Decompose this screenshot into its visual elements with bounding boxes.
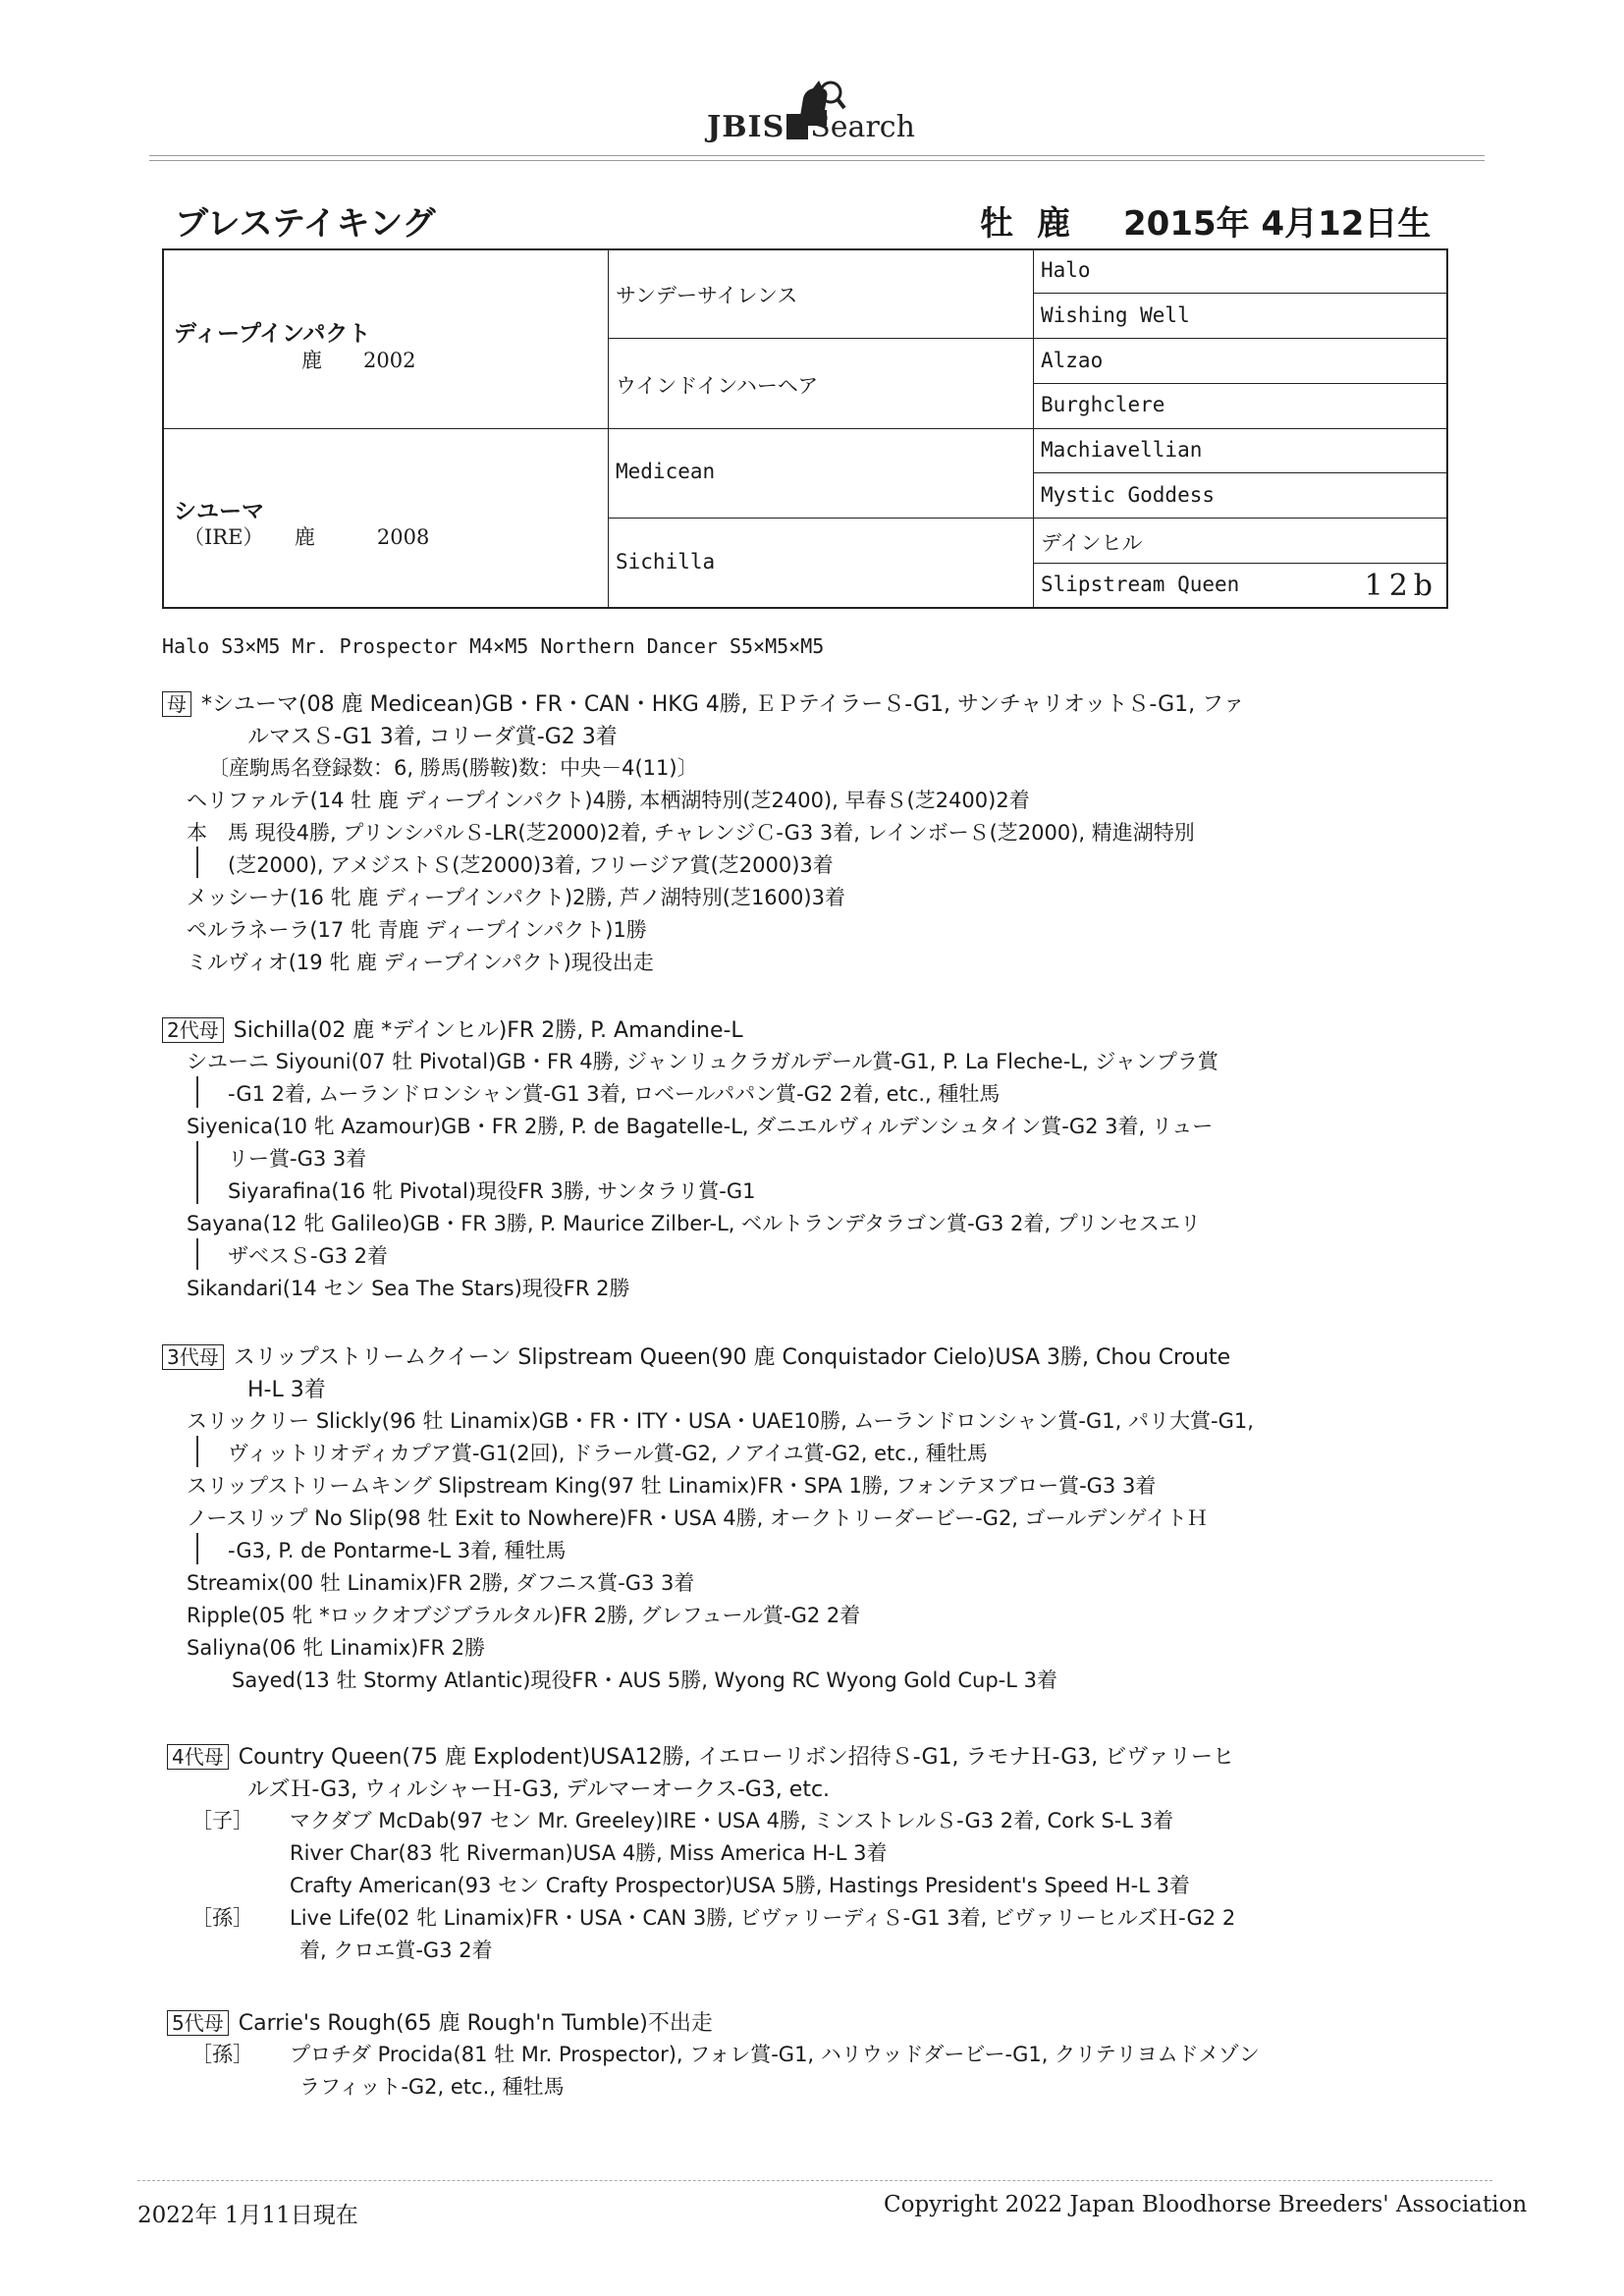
dam1-line-3: 〔産駒馬名登録数：6, 勝馬(勝鞍)数：中央－4(11)〕	[208, 756, 698, 780]
gen3-4: Burghclere	[1041, 393, 1165, 416]
inbreeding-line: Halo S3×M5 Mr. Prospector M4×M5 Northern Dancer S5×M5×M5	[162, 634, 825, 658]
dam5-tag: 5代母	[167, 2010, 229, 2036]
dam4-grandchildren-label: ［孫］	[191, 1906, 253, 1930]
logo-bold-text: JBIS	[707, 110, 785, 144]
dam2-bar-3	[196, 1238, 198, 1270]
gen3-6: Mystic Goddess	[1041, 483, 1216, 507]
dam3-bar-1	[196, 1436, 198, 1467]
dam-name: シユーマ	[174, 499, 264, 524]
dam-info: （IRE） 鹿 2008	[184, 525, 430, 549]
dam2-line-6: Siyarafina(16 牝 Pivotal)現役FR 3勝, サンタラリ賞-G1	[228, 1179, 756, 1203]
horse-color: 鹿	[1037, 204, 1070, 244]
dam2-tag: 2代母	[162, 1017, 224, 1043]
copyright: Copyright 2022 Japan Bloodhorse Breeders' Association	[884, 2192, 1528, 2217]
dam1-line-5: 本 馬 現役4勝, プリンシパルＳ-LR(芝2000)2着, チャレンジＣ-G3 3着, レインボーＳ(芝2000), 精進湖特別	[187, 821, 1195, 845]
dam5-line-2: プロチダ Procida(81 牡 Mr. Prospector), フォレ賞-G1, ハリウッドダービー-G1, クリテリヨムドメゾン	[290, 2043, 1260, 2066]
dam1-line-9: ミルヴィオ(19 牝 鹿 ディープインパクト)現役出走	[187, 951, 654, 974]
dam5-grandchildren-label: ［孫］	[191, 2043, 253, 2066]
dam3-line-7: -G3, P. de Pontarme-L 3着, 種牡馬	[228, 1539, 567, 1562]
dam2-line-7: Sayana(12 牝 Galileo)GB・FR 3勝, P. Maurice Zilber-L, ベルトランデタラゴン賞-G3 2着, プリンセスエリ	[187, 1212, 1201, 1235]
dam5-text-1: Carrie's Rough(65 鹿 Rough'n Tumble)不出走	[238, 2011, 713, 2036]
dam3-line-11: Sayed(13 牡 Stormy Atlantic)現役FR・AUS 5勝, Wyong RC Wyong Gold Cup-L 3着	[232, 1668, 1057, 1692]
dam4-line-4: River Char(83 牝 Riverman)USA 4勝, Miss America H-L 3着	[290, 1841, 888, 1865]
dam4-line-1	[167, 1740, 1234, 1771]
dam1-line-4: ヘリファルテ(14 牡 鹿 ディープインパクト)4勝, 本栖湖特別(芝2400), 早春Ｓ(芝2400)2着	[187, 789, 1030, 812]
dam1-line-7: メッシーナ(16 牝 鹿 ディープインパクト)2勝, 芦ノ湖特別(芝1600)3着	[187, 886, 845, 909]
dam3-bar-2	[196, 1533, 198, 1564]
dam1-line-8: ペルラネーラ(17 牝 青鹿 ディープインパクト)1勝	[187, 918, 647, 942]
dam2-text-1: Sichilla(02 鹿 *デインヒル)FR 2勝, P. Amandine-L	[233, 1018, 743, 1043]
header-rule	[149, 155, 1485, 156]
sire-name: ディープインパクト	[174, 321, 371, 347]
dam3-line-5: スリップストリームキング Slipstream King(97 牡 Linamix)FR・SPA 1勝, フォンテヌブロー賞-G3 3着	[187, 1474, 1157, 1498]
dam1-tag: 母	[162, 691, 191, 717]
dam4-line-5: Crafty American(93 セン Crafty Prospector)USA 5勝, Hastings President's Speed H-L 3着	[290, 1874, 1190, 1897]
dam2-line-9: Sikandari(14 セン Sea The Stars)現役FR 2勝	[187, 1277, 630, 1300]
dam4-text-1: Country Queen(75 鹿 Explodent)USA12勝, イエローリボン招待Ｓ-G1, ラモナＨ-G3, ビヴァリーヒ	[238, 1745, 1235, 1770]
dam2-line-4: Siyenica(10 牝 Azamour)GB・FR 2勝, P. de Bagatelle-L, ダニエルヴィルデンシュタイン賞-G2 3着, リュー	[187, 1115, 1214, 1138]
gen3-5: Machiavellian	[1041, 438, 1203, 462]
dam2-bar-1	[196, 1076, 198, 1108]
dam1-line-6: (芝2000), アメジストＳ(芝2000)3着, フリージア賞(芝2000)3着	[228, 853, 834, 877]
gen3-3: Alzao	[1041, 349, 1104, 372]
dam3-line-4: ヴィットリオディカプア賞-G1(2回), ドラール賞-G2, ノアイユ賞-G2, etc., 種牡馬	[228, 1442, 988, 1465]
jbis-search-logo	[703, 77, 939, 155]
dam4-line-2: ルズＨ-G3, ウィルシャーＨ-G3, デルマーオークス-G3, etc.	[247, 1777, 831, 1802]
sire-sire: サンデーサイレンス	[616, 284, 798, 307]
logo-text: Search	[810, 110, 915, 144]
dam4-children-label: ［子］	[191, 1809, 253, 1832]
dam3-line-3: スリックリー Slickly(96 牡 Linamix)GB・FR・ITY・USA・UAE10勝, ムーランドロンシャン賞-G1, パリ大賞-G1,	[187, 1409, 1254, 1433]
gen3-8: Slipstream Queen	[1041, 573, 1240, 596]
dam4-line-3: マクダブ McDab(97 セン Mr. Greeley)IRE・USA 4勝, ミンストレルＳ-G3 2着, Cork S-L 3着	[290, 1809, 1174, 1832]
gen3-7: デインヒル	[1041, 531, 1143, 555]
dam3-line-1	[162, 1340, 1230, 1371]
dam1-line-2: ルマスＳ-G1 3着, コリーダ賞-G2 3着	[247, 725, 618, 749]
gen3-1: Halo	[1041, 258, 1091, 282]
dam3-text-1: スリップストリームクイーン Slipstream Queen(90 鹿 Conquistador Cielo)USA 3勝, Chou Croute	[233, 1345, 1231, 1370]
dam5-line-1	[167, 2006, 713, 2037]
gen3-2: Wishing Well	[1041, 303, 1190, 327]
dam1-line-1	[162, 687, 1245, 718]
dam1-bar	[196, 847, 198, 878]
dam-dam: Sichilla	[616, 550, 716, 574]
dam4-line-7: 着, クロエ賞-G3 2着	[299, 1939, 493, 1962]
dam3-line-10: Saliyna(06 牝 Linamix)FR 2勝	[187, 1636, 486, 1660]
dam3-line-8: Streamix(00 牡 Linamix)FR 2勝, ダフニス賞-G3 3着	[187, 1571, 695, 1595]
dam4-tag: 4代母	[167, 1744, 229, 1770]
dam2-line-5: リー賞-G3 3着	[228, 1147, 367, 1171]
pedigree-table	[162, 248, 1448, 609]
dam3-tag: 3代母	[162, 1344, 224, 1370]
dam3-line-6: ノースリップ No Slip(98 牡 Exit to Nowhere)FR・USA 4勝, オークトリーダービー-G2, ゴールデンゲイトＨ	[187, 1506, 1208, 1530]
dam1-text-1: *シユーマ(08 鹿 Medicean)GB・FR・CAN・HKG 4勝, ＥＰテイラーＳ-G1, サンチャリオットＳ-G1, ファ	[201, 692, 1245, 717]
footer-rule	[137, 2180, 1492, 2181]
as-of-date: 2022年 1月11日現在	[137, 2203, 358, 2228]
horse-sex: 牡	[980, 204, 1013, 244]
dam-sire: Medicean	[616, 460, 716, 483]
dam2-bar-2	[196, 1141, 198, 1204]
dam3-line-9: Ripple(05 牝 *ロックオブジブラルタル)FR 2勝, グレフュール賞-G2 2着	[187, 1604, 861, 1627]
dam5-line-3: ラフィット-G2, etc., 種牡馬	[299, 2075, 565, 2099]
header-rule-2	[149, 160, 1485, 161]
dam2-line-3: -G1 2着, ムーランドロンシャン賞-G1 3着, ロベールパパン賞-G2 2着, etc., 種牡馬	[228, 1082, 1001, 1106]
dam4-line-6: Live Life(02 牝 Linamix)FR・USA・CAN 3勝, ビヴァリーディＳ-G1 3着, ビヴァリーヒルズＨ-G2 2	[290, 1906, 1236, 1930]
dam2-line-8: ザベスＳ-G3 2着	[228, 1244, 389, 1268]
dam2-line-1	[162, 1013, 743, 1044]
dam2-line-2: シユーニ Siyouni(07 牡 Pivotal)GB・FR 4勝, ジャンリュクラガルデール賞-G1, P. La Fleche-L, ジャンプラ賞	[187, 1050, 1218, 1073]
dam3-line-2: H-L 3着	[247, 1378, 326, 1402]
family-number: 12b	[1364, 569, 1438, 603]
sire-info: 鹿 2002	[301, 349, 416, 372]
horse-name: ブレステイキング	[175, 204, 436, 244]
horse-birthdate: 2015年 4月12日生	[1123, 204, 1432, 244]
sire-dam: ウインドインハーヘア	[616, 374, 819, 398]
